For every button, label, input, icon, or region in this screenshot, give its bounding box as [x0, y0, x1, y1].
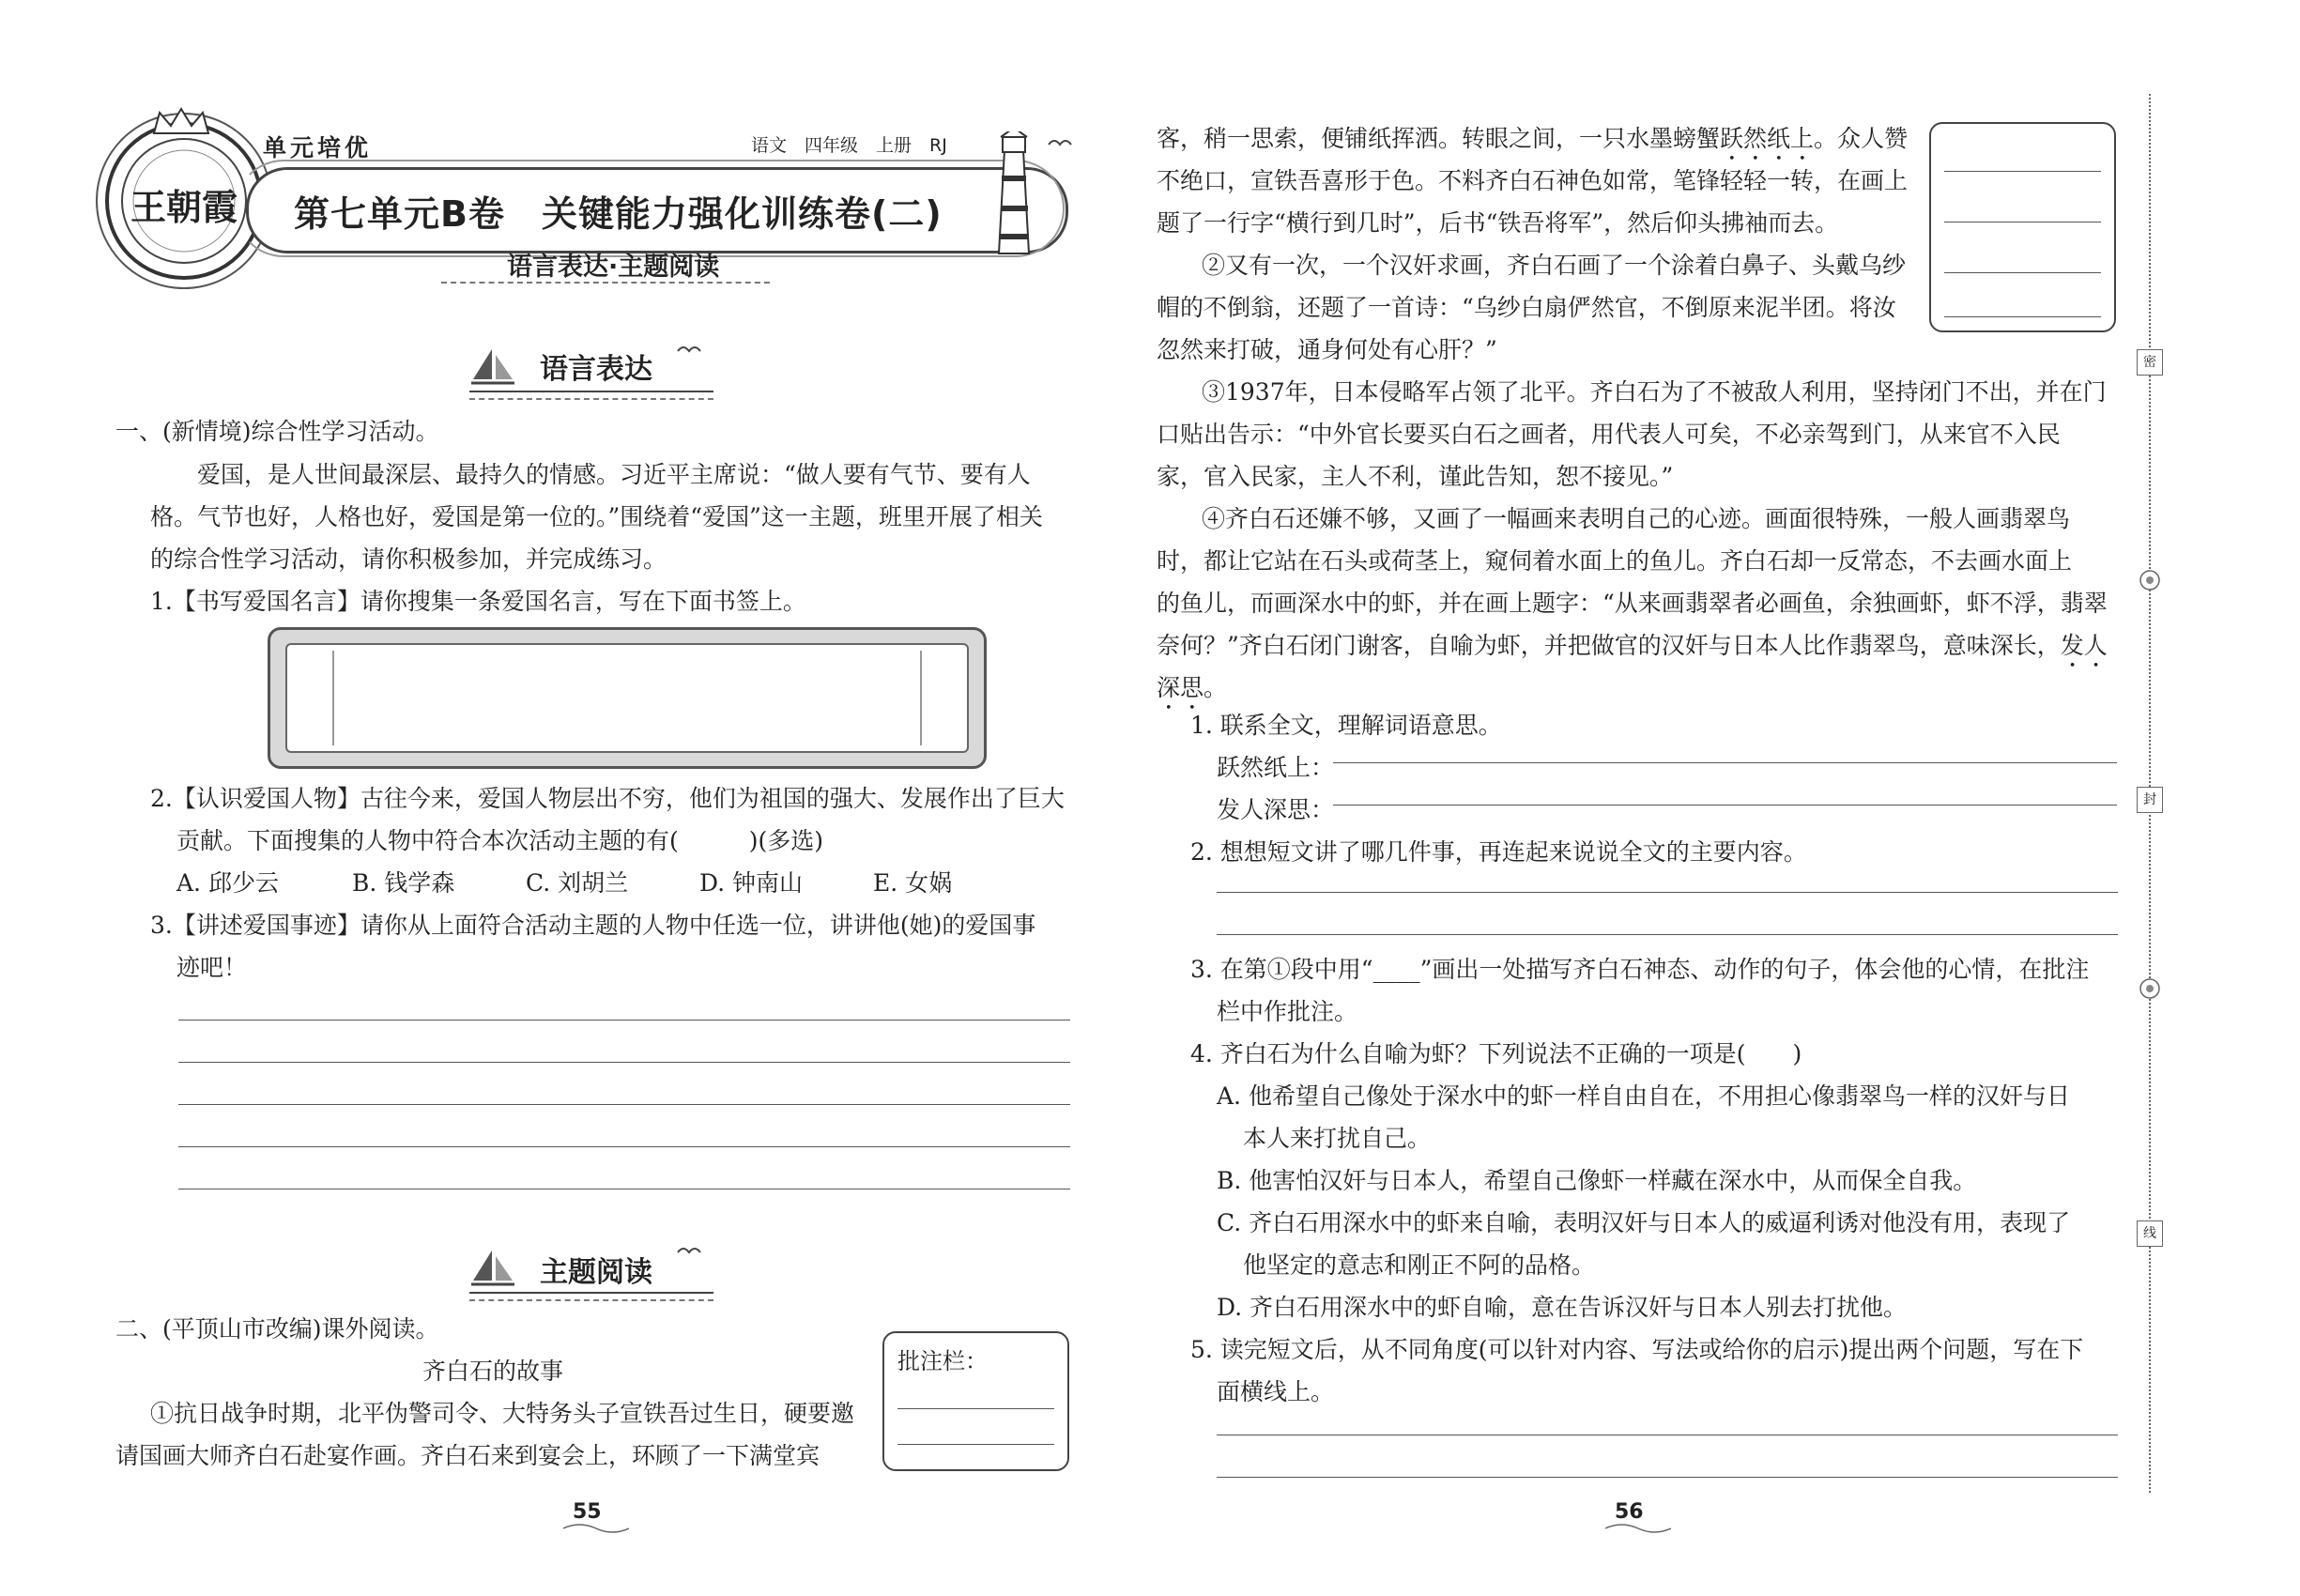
reading-q4-option-c-1[interactable]: C. 齐白石用深水中的虾来自喻，表明汉奸与日本人的威逼利诱对他没有用，表现了: [1217, 1209, 2071, 1236]
reading-q4-option-a-1[interactable]: A. 他希望自己像处于深水中的虾一样自由自在，不用担心像翡翠鸟一样的汉奸与日: [1217, 1082, 2070, 1110]
reading-q3-line-2: 栏中作批注。: [1217, 998, 1358, 1025]
answer-line[interactable]: [1333, 805, 2117, 806]
question-1-1: 1.【书写爱国名言】请你搜集一条爱国名言，写在下面书签上。: [150, 588, 806, 615]
reading-q4-option-c-2: 他坚定的意志和刚正不阿的品格。: [1243, 1251, 1596, 1279]
intro-line-1: 爱国，是人世间最深层、最持久的情感。习近平主席说：“做人要有气节、要有人: [197, 461, 1031, 488]
birds-icon: [1047, 131, 1084, 160]
section-title-reading: 主题阅读: [540, 1256, 652, 1289]
question-1-3-line-2: 迹吧！: [176, 954, 248, 981]
page-title: 第七单元B卷 关键能力强化训练卷(二): [294, 193, 943, 235]
question-1-3-line-1: 3.【讲述爱国事迹】请你从上面符合活动主题的人物中任选一位，讲讲他(她)的爱国事: [150, 912, 1036, 939]
option-c[interactable]: C. 刘胡兰: [526, 869, 629, 897]
story-title: 齐白石的故事: [422, 1358, 564, 1385]
story-line-9: 家，官入民家，主人不利，谨此告知，恕不接见。”: [1157, 463, 1674, 490]
story-line-7: ③1937年，日本侵略军占领了北平。齐白石为了不被敌人利用，坚持闭门不出，并在门: [1202, 378, 2107, 406]
reading-q3-line-1: 3. 在第①段中用“____”画出一处描写齐白石神态、动作的句子，体会他的心情，在批注: [1190, 956, 2090, 983]
meta-info: 语文 四年级 上册 RJ: [751, 135, 947, 156]
story-line-14: 深思。: [1157, 674, 1228, 701]
crown-icon: [150, 105, 212, 137]
lighthouse-icon: [976, 131, 1051, 263]
emphasis-yueranzhishang: 跃然纸上: [1720, 125, 1815, 152]
option-b[interactable]: B. 钱学森: [352, 869, 455, 897]
story-paragraph-1b: 请国画大师齐白石赴宴作画。齐白石来到宴会上，环顾了一下满堂宾: [115, 1442, 820, 1469]
question-1-2-line-1: 2.【认识爱国人物】古往今来，爱国人物层出不穷，他们为祖国的强大、发展作出了巨大: [150, 785, 1065, 812]
story-line-4: ②又有一次，一个汉奸求画，齐白石画了一个涂着白鼻子、头戴乌纱: [1202, 252, 1907, 279]
reading-q1-term-a: 跃然纸上：: [1217, 754, 1335, 781]
annotation-label: 批注栏：: [897, 1348, 988, 1374]
story-line-2: 不绝口，宣铁吾喜形于色。不料齐白石神色如常，笔锋轻轻一转，在画上: [1157, 167, 1909, 194]
seal-mark-feng: 封: [2137, 787, 2163, 813]
flower-ornament-icon: [2138, 568, 2162, 592]
answer-line[interactable]: [1217, 934, 2118, 935]
story-line-11: 时，都让它站在石头或荷茎上，窥伺着水面上的鱼儿。齐白石却一反常态，不去画水面上: [1157, 547, 2073, 575]
answer-line[interactable]: [1217, 892, 2118, 893]
story-line-10: ④齐白石还嫌不够，又画了一幅画来表明自己的心迹。画面很特殊，一般人画翡翠鸟: [1202, 505, 2071, 532]
story-line-12: 的鱼儿，而画深水中的虾，并在画上题字：“从来画翡翠者必画鱼，余独画虾，虾不浮，翡翠: [1157, 590, 2108, 617]
intro-line-2: 格。气节也好，人格也好，爱国是第一位的。”围绕着“爱国”这一主题，班里开展了相关: [150, 503, 1043, 530]
reading-q4-option-a-2: 本人来打扰自己。: [1243, 1125, 1432, 1152]
option-a[interactable]: A. 邱少云: [176, 869, 279, 897]
question-1-2-line-2: 贡献。下面搜集的人物中符合本次活动主题的有( )(多选): [176, 827, 824, 854]
reading-q4-option-d[interactable]: D. 齐白石用深水中的虾自喻，意在告诉汉奸与日本人别去打扰他。: [1217, 1294, 1908, 1321]
story-paragraph-1a: ①抗日战争时期，北平伪警司令、大特务头子宣铁吾过生日，硬要邀: [150, 1400, 855, 1427]
emphasis-farensisi-2: 深思: [1157, 674, 1204, 701]
section-title-language: 语言表达: [540, 353, 652, 386]
question-2-header: 二、(平顶山市改编)课外阅读。: [115, 1315, 439, 1343]
story-line-8: 口贴出告示：“中外官长要买白石之画者，用代表人可矣，不必亲驾到门，从来官不入民: [1157, 421, 2061, 448]
reading-q5-line-2: 面横线上。: [1217, 1378, 1335, 1405]
reading-q2: 2. 想想短文讲了哪几件事，再连起来说说全文的主要内容。: [1190, 838, 1807, 866]
answer-line[interactable]: [178, 1062, 1070, 1063]
answer-line[interactable]: [1217, 1477, 2118, 1478]
reading-q4-option-b[interactable]: B. 他害怕汉奸与日本人，希望自己像虾一样藏在深水中，从而保全自我。: [1217, 1167, 1977, 1194]
page-wave-icon: [1605, 1521, 1671, 1534]
emphasis-farensisi-1: 发人: [2060, 632, 2108, 659]
flower-ornament-icon: [2138, 976, 2162, 1001]
page-wave-icon: [563, 1521, 629, 1534]
page-number-right: 56: [1615, 1500, 1644, 1524]
question-1-header: 一、(新情境)综合性学习活动。: [115, 418, 439, 445]
brand-name: 王朝霞: [130, 186, 238, 228]
seal-mark-xian: 线: [2137, 1220, 2163, 1247]
option-d[interactable]: D. 钟南山: [699, 869, 804, 897]
reading-q5-line-1: 5. 读完短文后，从不同角度(可以针对内容、写法或给你的启示)提出两个问题，写在下: [1190, 1336, 2084, 1363]
answer-line[interactable]: [178, 1020, 1070, 1021]
option-e[interactable]: E. 女娲: [873, 869, 953, 897]
page-number-left: 55: [573, 1500, 602, 1524]
story-line-6: 忽然来打破，通身何处有心肝？”: [1157, 336, 1497, 363]
answer-line[interactable]: [178, 1104, 1070, 1105]
intro-line-3: 的综合性学习活动，请你积极参加，并完成练习。: [150, 545, 667, 573]
bird-icon: [676, 340, 704, 359]
answer-line[interactable]: [178, 1146, 1070, 1147]
sailboat-icon: [469, 347, 516, 389]
story-line-1: 客，稍一思索，便铺纸挥洒。转眼之间，一只水墨螃蟹跃然纸上。众人赞: [1157, 125, 1909, 152]
bird-icon: [676, 1241, 704, 1260]
sailboat-icon: [469, 1249, 516, 1290]
seal-mark-mi: 密: [2137, 349, 2163, 376]
bookmark-answer-box[interactable]: [268, 627, 987, 769]
story-line-5: 帽的不倒翁，还题了一首诗：“乌纱白扇俨然官，不倒原来泥半团。将汝: [1157, 294, 1896, 321]
reading-q4: 4. 齐白石为什么自喻为虾？下列说法不正确的一项是( ): [1190, 1040, 1802, 1067]
series-label: 单元培优: [263, 134, 373, 161]
annotation-box-right[interactable]: [1929, 122, 2116, 332]
reading-q1: 1. 联系全文，理解词语意思。: [1190, 712, 1502, 739]
title-outline: [235, 160, 1065, 257]
page-subtitle: 语言表达·主题阅读: [507, 253, 720, 282]
annotation-box-left[interactable]: [882, 1331, 1069, 1471]
reading-q1-term-b: 发人深思：: [1217, 796, 1335, 823]
story-line-13: 奈何？”齐白石闭门谢客，自喻为虾，并把做官的汉奸与日本人比作翡翠鸟，意味深长，发人: [1157, 632, 2108, 659]
story-line-3: 题了一行字“横行到几时”，后书“铁吾将军”，然后仰头拂袖而去。: [1157, 209, 1839, 237]
answer-line[interactable]: [1333, 762, 2117, 763]
